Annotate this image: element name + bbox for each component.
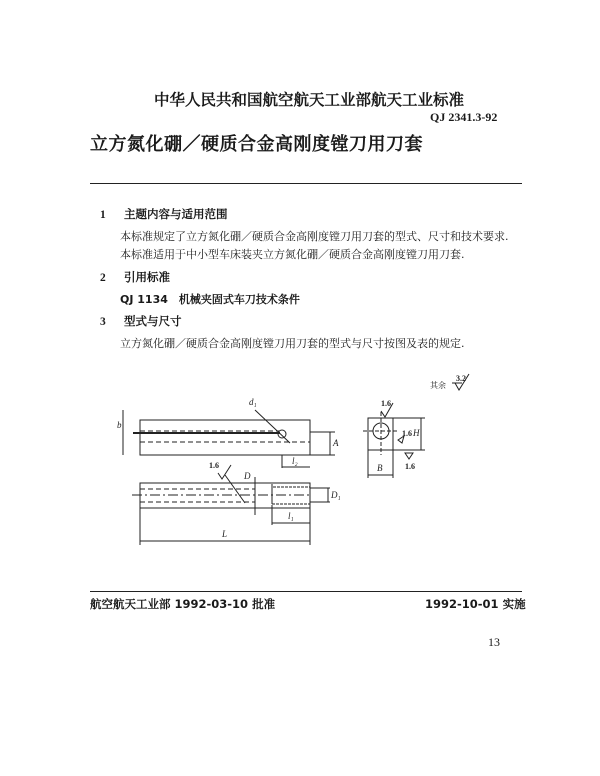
label-D: D	[244, 471, 251, 481]
label-b: b	[117, 420, 122, 430]
label-l2: l₂	[292, 456, 298, 466]
roughness-symbol	[218, 465, 231, 479]
label-rest-note: 其余	[430, 381, 446, 390]
label-rest-roughness: 3.2	[456, 374, 466, 383]
label-roughness: 1.6	[402, 429, 412, 438]
page-number: 13	[488, 635, 500, 649]
leader-d1	[255, 410, 290, 443]
label-B: B	[377, 463, 383, 473]
section-1-para-2: 本标准适用于中小型车床装夹立方氮化硼／硬质合金高刚度镗刀用刀套.	[120, 248, 465, 261]
section-1-para-1: 本标准规定了立方氮化硼／硬质合金高刚度镗刀用刀套的型式、尺寸和技术要求.	[120, 230, 509, 243]
label-l1: l₁	[288, 511, 294, 521]
label-roughness: 1.6	[209, 461, 219, 470]
label-roughness: 1.6	[381, 399, 391, 408]
label-D1: D₁	[331, 490, 341, 500]
issuer-approval: 航空航天工业部 1992-03-10 批准	[90, 597, 276, 611]
thread-hatch	[272, 483, 310, 487]
section-3-para-1: 立方氮化硼／硬质合金高刚度镗刀用刀套的型式与尺寸按图及表的规定.	[120, 337, 465, 350]
label-H: H	[413, 428, 420, 438]
effective-date: 1992-10-01 实施	[425, 597, 526, 611]
standard-code: QJ 2341.3-92	[430, 110, 498, 124]
document-title: 立方氮化硼／硬质合金高刚度镗刀用刀套	[90, 134, 423, 155]
section-3-heading: 3 型式与尺寸	[100, 314, 182, 328]
label-d1: d₁	[249, 397, 257, 407]
section-1-heading: 1 主题内容与适用范围	[100, 207, 228, 221]
section-2-heading: 2 引用标准	[100, 270, 170, 284]
label-L: L	[222, 529, 228, 539]
label-A: A	[333, 438, 339, 448]
label-roughness: 1.6	[405, 462, 415, 471]
issuing-organization: 中华人民共和国航空航天工业部航天工业标准	[153, 91, 464, 109]
section-2-para-1: QJ 1134 机械夹固式车刀技术条件	[120, 293, 300, 306]
footer-divider	[90, 591, 522, 592]
